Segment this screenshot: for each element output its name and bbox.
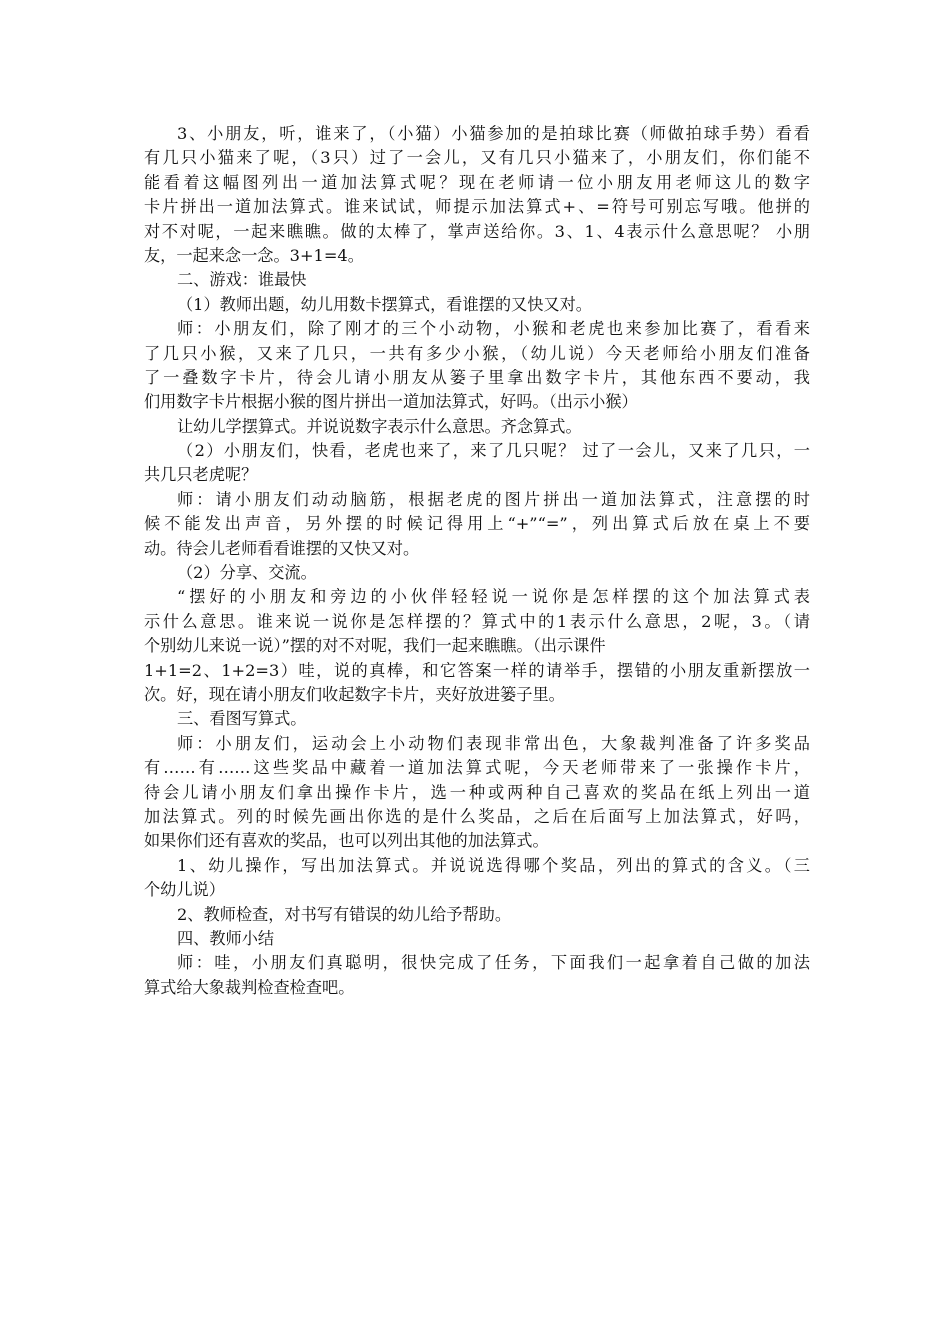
- text-line: 了一叠数字卡片，待会儿请小朋友从篓子里拿出数字卡片，其他东西不要动，我: [144, 367, 810, 387]
- text-line: 个别幼儿来说一说）”摆的对不对呢，我们一起来瞧瞧。（出示课件: [144, 636, 606, 656]
- text-line: （2）分享、交流。: [177, 563, 317, 583]
- text-line: 二、游戏：谁最快: [177, 270, 307, 290]
- text-line: 卡片拼出一道加法算式。谁来试试，师提示加法算式+、=符号可别忘写哦。他拼的: [144, 197, 810, 217]
- text-line: 1+1=2、1+2=3）哇，说的真棒，和它答案一样的请举手，摆错的小朋友重新摆放一: [144, 660, 810, 680]
- text-line: 师：请小朋友们动动脑筋，根据老虎的图片拼出一道加法算式，注意摆的时: [177, 489, 810, 509]
- text-line: 示什么意思。谁来说一说你是怎样摆的？算式中的1表示什么意思，2呢，3。（请: [144, 611, 810, 631]
- text-line: 待会儿请小朋友们拿出操作卡片，选一种或两种自己喜欢的奖品在纸上列出一道: [144, 782, 810, 802]
- text-line: 算式给大象裁判检查检查吧。: [144, 977, 355, 997]
- text-line: （2）小朋友们，快看，老虎也来了，来了几只呢？ 过了一会儿，又来了几只，一: [177, 441, 810, 461]
- text-line: 师：小朋友们，运动会上小动物们表现非常出色，大象裁判准备了许多奖品: [177, 733, 810, 753]
- text-line: 候不能发出声音，另外摆的时候记得用上“+”“=”，列出算式后放在桌上不要: [144, 514, 810, 534]
- text-line: 让幼儿学摆算式。并说说数字表示什么意思。齐念算式。: [177, 416, 582, 436]
- text-line: 3、小朋友，听，谁来了，（小猫）小猫参加的是拍球比赛（师做拍球手势）看看: [177, 124, 810, 143]
- text-line: 四、教师小结: [177, 928, 275, 948]
- text-line: 友，一起来念一念。3+1=4。: [144, 245, 364, 265]
- text-line: 个幼儿说）: [144, 880, 225, 900]
- document-page: [144, 122, 810, 1000]
- text-line: 们用数字卡片根据小猴的图片拼出一道加法算式，好吗。（出示小猴）: [144, 392, 638, 412]
- text-line: 对不对呢，一起来瞧瞧。做的太棒了，掌声送给你。3、1、4表示什么意思呢？ 小朋: [144, 221, 810, 241]
- text-line: 共几只老虎呢？: [144, 465, 258, 485]
- text-line: （1）教师出题，幼儿用数卡摆算式，看谁摆的又快又对。: [177, 294, 592, 314]
- text-line: “摆好的小朋友和旁边的小伙伴轻轻说一说你是怎样摆的这个加法算式表: [177, 587, 810, 607]
- text-line: 次。好，现在请小朋友们收起数字卡片，夹好放进篓子里。: [144, 684, 565, 704]
- text-line: 有几只小猫来了呢，（3只）过了一会儿，又有几只小猫来了，小朋友们，你们能不: [144, 148, 810, 168]
- text-line: 加法算式。列的时候先画出你选的是什么奖品，之后在后面写上加法算式，好吗，: [144, 806, 810, 826]
- text-line: 三、看图写算式。: [177, 709, 307, 729]
- text-line: 2、教师检查，对书写有错误的幼儿给予帮助。: [177, 904, 512, 924]
- text-line: 有……有……这些奖品中藏着一道加法算式呢，今天老师带来了一张操作卡片，: [144, 758, 810, 778]
- text-line: 如果你们还有喜欢的奖品，也可以列出其他的加法算式。: [144, 831, 549, 851]
- text-line: 动。待会儿老师看看谁摆的又快又对。: [144, 538, 420, 558]
- text-line: 师：小朋友们，除了刚才的三个小动物，小猴和老虎也来参加比赛了，看看来: [177, 319, 810, 339]
- text-line: 1、幼儿操作，写出加法算式。并说说选得哪个奖品，列出的算式的含义。（三: [177, 855, 810, 875]
- text-line: 了几只小猴，又来了几只，一共有多少小猴，（幼儿说）今天老师给小朋友们准备: [144, 343, 810, 363]
- text-line: 能看着这幅图列出一道加法算式呢？现在老师请一位小朋友用老师这儿的数字: [144, 172, 810, 192]
- text-line: 师：哇，小朋友们真聪明，很快完成了任务，下面我们一起拿着自己做的加法: [177, 953, 810, 973]
